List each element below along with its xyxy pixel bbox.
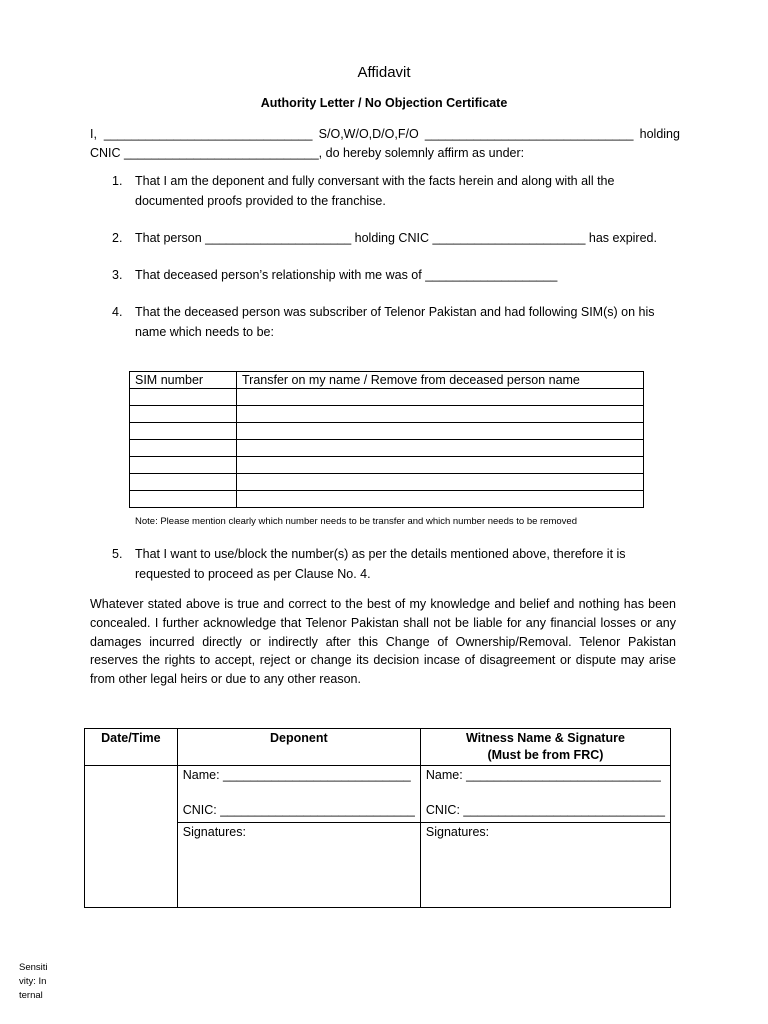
sim-number-cell (130, 440, 237, 457)
intro-holding: holding (639, 127, 680, 141)
item-text: That I want to use/block the number(s) as per the details mentioned above, therefore it is requested to proceed as per Clause No. 4. (135, 547, 626, 581)
table-row (130, 423, 644, 440)
witness-signature-cell (420, 823, 670, 908)
transfer-cell (237, 406, 644, 423)
deponent-signature-label: Signatures: (182, 825, 246, 839)
sim-number-cell (130, 389, 237, 406)
sim-number-cell (130, 474, 237, 491)
table-row (130, 491, 644, 508)
affirmation-item (112, 229, 682, 249)
item-text: That deceased person’s relationship with me was of ___________________ (135, 268, 558, 282)
intro-i: I, ______________________________ (90, 127, 313, 141)
witness-signature-label: Signatures: (425, 825, 490, 839)
sim-table (129, 371, 644, 508)
transfer-cell (237, 423, 644, 440)
deponent-cnic-field: CNIC: ____________________________ (182, 803, 415, 817)
item-number: 2. (112, 231, 123, 245)
affirmation-item (112, 266, 682, 286)
intro-relation: S/O,W/O,D/O,F/O (318, 127, 419, 141)
transfer-cell (237, 440, 644, 457)
item-number: 5. (112, 547, 123, 561)
sim-number-cell (130, 491, 237, 508)
witness-cnic-field: CNIC: _____________________________ (425, 803, 665, 817)
sensitivity-label: Sensitivity: Internal (19, 962, 48, 1001)
intro-statement (90, 125, 680, 163)
table-row (130, 457, 644, 474)
item-number: 3. (112, 268, 123, 282)
table-row (130, 389, 644, 406)
sim-number-cell (130, 457, 237, 474)
item-text: That I am the deponent and fully conversant with the facts herein and along with all the documented proofs provided to the franchise. (135, 174, 615, 208)
deponent-id-cell (177, 766, 420, 823)
table-row (130, 406, 644, 423)
intro-cnic-line: CNIC ____________________________, do hereby solemnly affirm as under: (90, 146, 525, 160)
transfer-cell (237, 474, 644, 491)
transfer-cell (237, 457, 644, 474)
document-subtitle: Authority Letter / No Objection Certificate (260, 96, 508, 110)
affirmation-item (112, 545, 682, 584)
declaration-paragraph: Whatever stated above is true and correct to the best of my knowledge and belief and nothing has been concealed. I further acknowledge that Telenor Pakistan shall not be liable for any financial losses or any damages incurred directly or indirectly after this Change of Ownership/Removal. Telenor Pakistan reserves the rights to accept, reject or change its decision incase of disagreement or dispute may arise from other legal heirs or due to any other reason. (90, 597, 676, 687)
sim-number-header: SIM number (130, 372, 237, 389)
witness-header-line1: Witness Name & Signature (465, 731, 625, 745)
witness-name-field: Name: ____________________________ (425, 768, 661, 782)
sim-number-cell (130, 406, 237, 423)
item-number: 1. (112, 174, 123, 188)
transfer-header: Transfer on my name / Remove from deceased person name (237, 372, 644, 389)
witness-id-cell (420, 766, 670, 823)
document-title: Affidavit (357, 64, 411, 81)
intro-blank2: ______________________________ (424, 127, 634, 141)
signature-table (84, 728, 671, 908)
table-row (85, 766, 671, 823)
transfer-cell (237, 491, 644, 508)
deponent-name-field: Name: ___________________________ (182, 768, 411, 782)
item-text: That person _____________________ holding CNIC ______________________ has expired. (135, 231, 657, 245)
affirmation-item (112, 303, 682, 342)
deponent-header: Deponent (177, 729, 420, 766)
date-time-header: Date/Time (85, 729, 178, 766)
witness-header-line2: (Must be from FRC) (487, 748, 604, 762)
signature-table-header (85, 729, 671, 766)
sim-table-header (130, 372, 644, 389)
deponent-signature-cell (177, 823, 420, 908)
witness-header (420, 729, 670, 766)
item-number: 4. (112, 305, 123, 319)
affirmation-item (112, 172, 682, 211)
sim-number-cell (130, 423, 237, 440)
table-note: Note: Please mention clearly which number needs to be transfer and which number needs to be removed (135, 516, 577, 527)
table-row (130, 474, 644, 491)
table-row (130, 440, 644, 457)
transfer-cell (237, 389, 644, 406)
date-time-cell (85, 766, 178, 908)
item-text: That the deceased person was subscriber of Telenor Pakistan and had following SIM(s) on his name which needs to be: (135, 305, 655, 339)
